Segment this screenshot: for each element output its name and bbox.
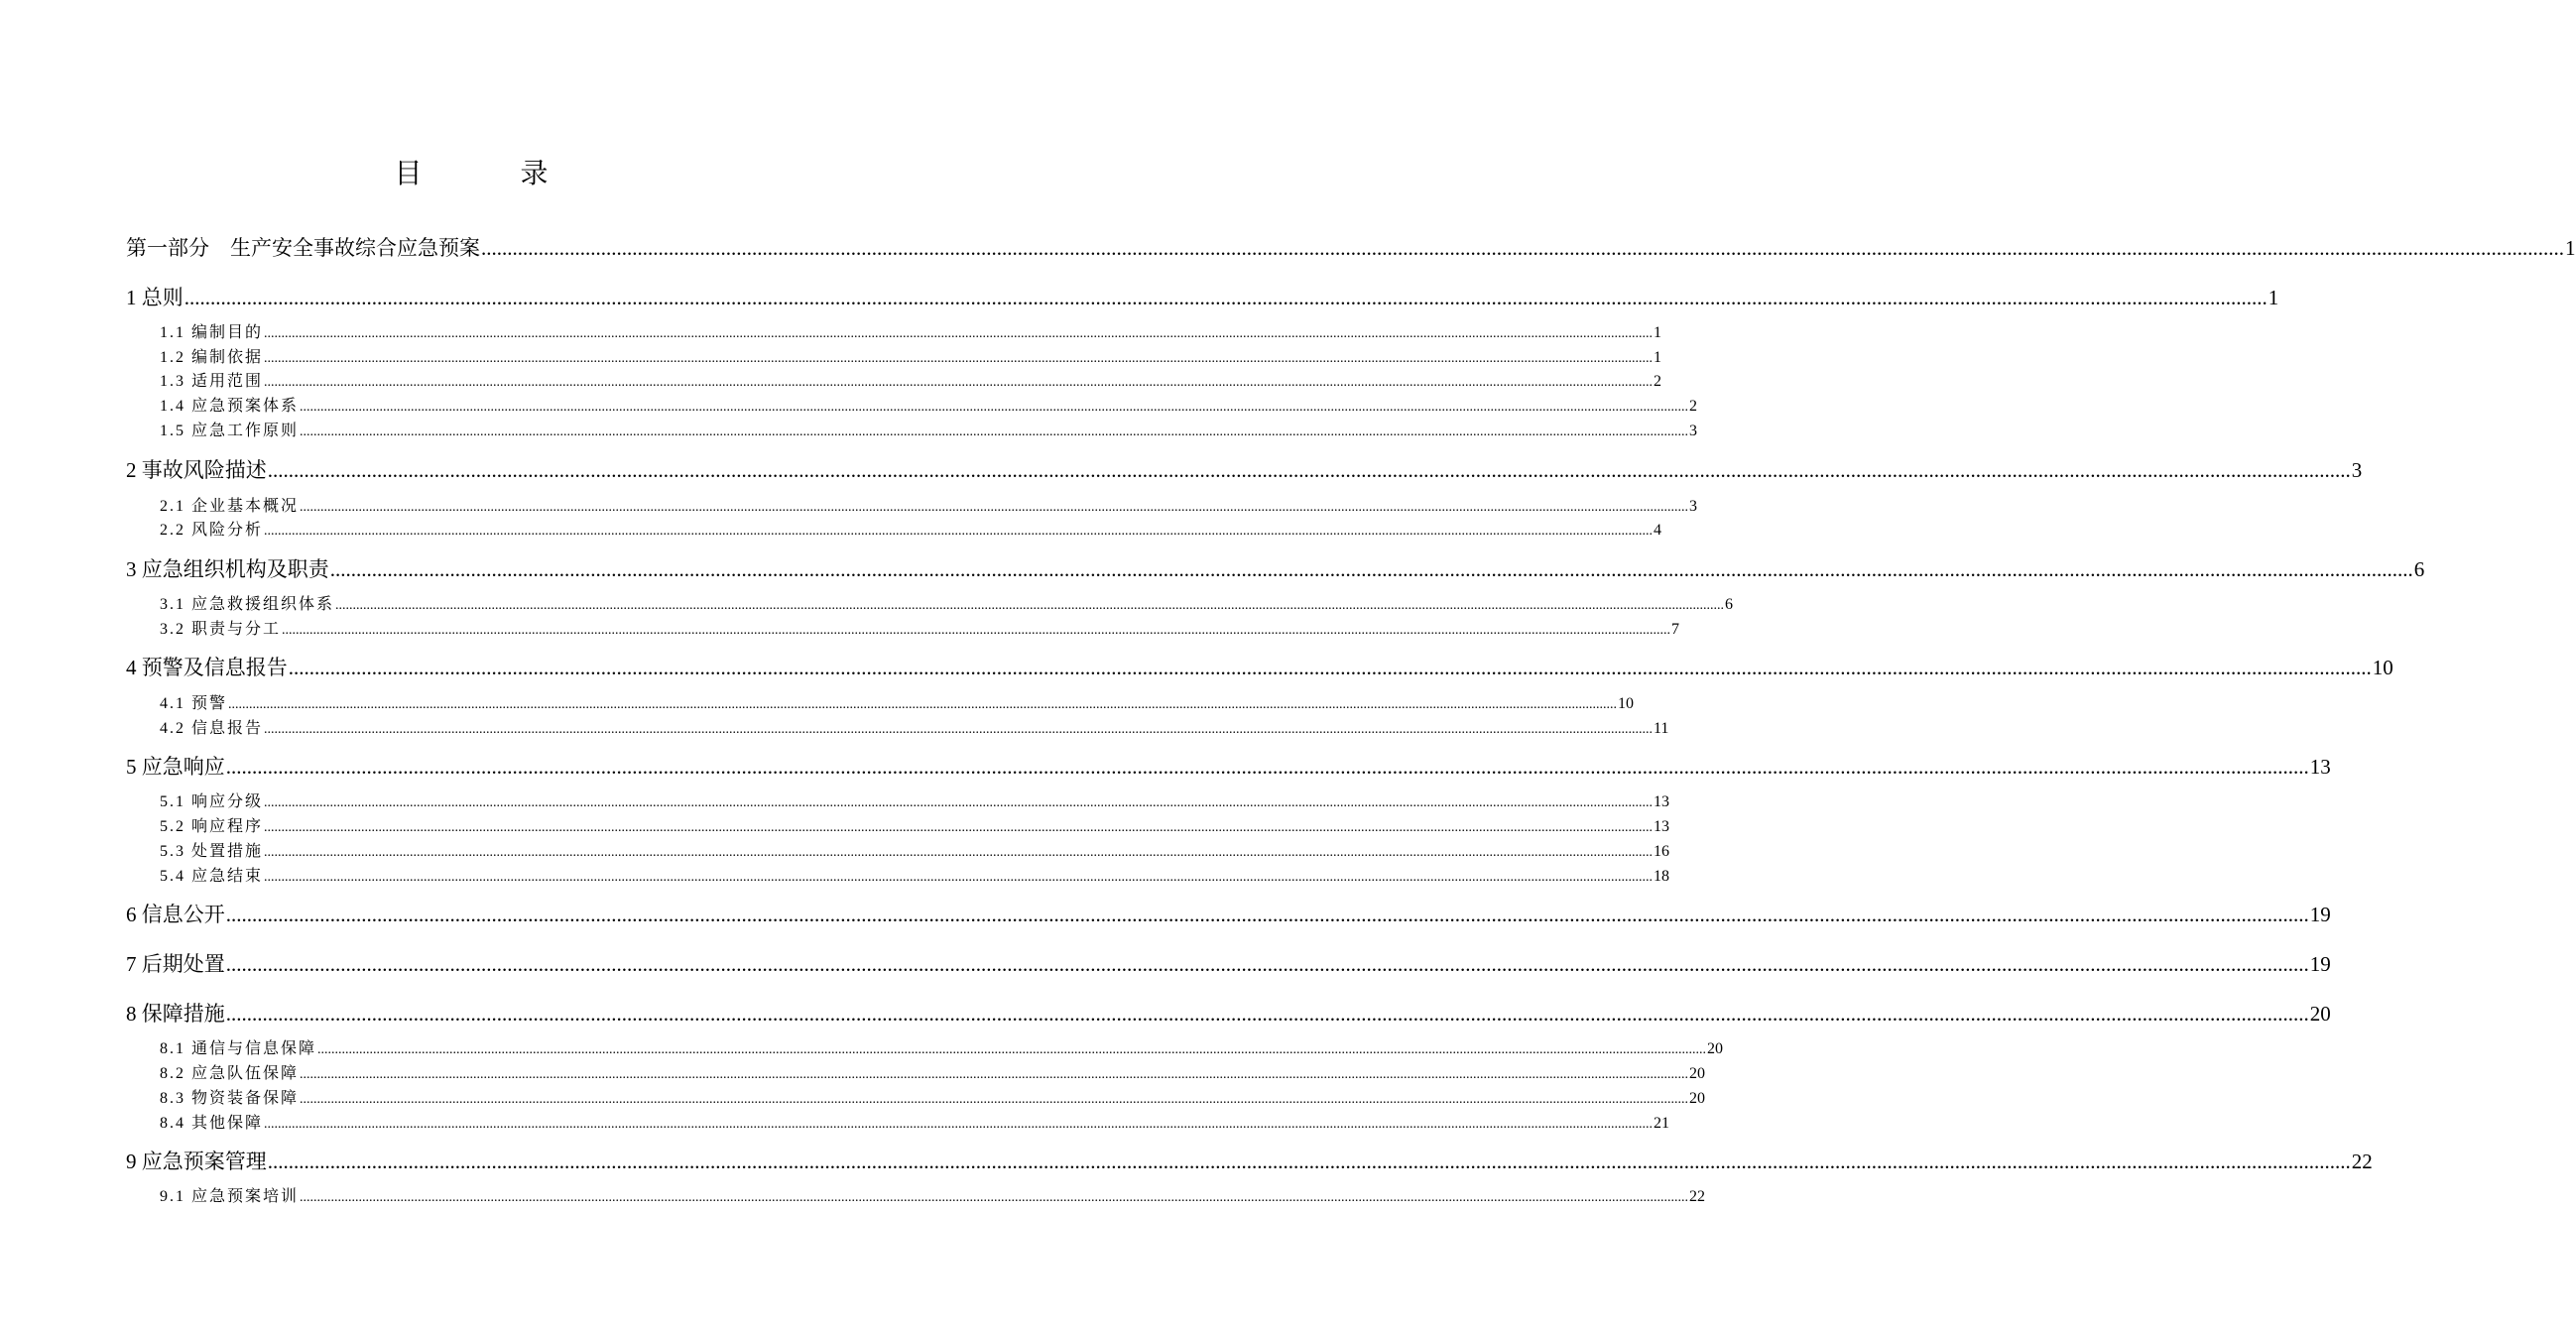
toc-page-number: 11 [1654, 720, 1669, 737]
toc-chapter-entry[interactable] [126, 234, 2576, 262]
toc-leader-dots: ................................................................................................................................................................................................................................................................................................................................................................................................................ [300, 1092, 1689, 1107]
toc-page-number: 4 [1654, 522, 1662, 539]
toc-entry-label: 3 应急组织机构及职责 [126, 557, 329, 581]
toc-entry-label: 1 总则 [126, 286, 184, 309]
toc-entry-label: 1.1 编制目的 [160, 324, 264, 341]
toc-section-entry[interactable] [160, 396, 1698, 419]
toc-entry-label: 1.4 应急预案体系 [160, 398, 300, 415]
toc-section-entry[interactable] [160, 693, 1635, 716]
toc-leader-dots: ................................................................................................................................................................................................................................................................................................................................................................................................................ [228, 697, 1618, 712]
toc-page-number: 10 [1618, 695, 1635, 712]
toc-section-entry[interactable] [160, 496, 1698, 519]
toc-leader-dots: ................................................................................................................................................................................................................................................................................................................................................................................................................ [288, 656, 2372, 679]
toc-leader-dots: ................................................................................................................................................................................................................................................................................................................................................................................................................ [264, 795, 1654, 810]
toc-leader-dots: ................................................................................................................................................................................................................................................................................................................................................................................................................ [300, 500, 1689, 515]
toc-page-number: 16 [1654, 843, 1670, 860]
toc-section-entry[interactable] [160, 1088, 1706, 1111]
toc-leader-dots: ................................................................................................................................................................................................................................................................................................................................................................................................................ [225, 952, 2309, 976]
toc-entry-label: 8.1 通信与信息保障 [160, 1040, 317, 1057]
toc-entry-label: 5 应急响应 [126, 755, 225, 779]
toc-entry-label: 4.1 预警 [160, 695, 228, 712]
toc-section-entry[interactable] [160, 322, 1662, 345]
toc-entry-label: 3.2 职责与分工 [160, 621, 282, 638]
toc-page-number: 2 [1689, 398, 1698, 415]
toc-leader-dots: ................................................................................................................................................................................................................................................................................................................................................................................................................ [264, 524, 1654, 539]
toc-page-number: 20 [1707, 1040, 1724, 1057]
toc-entry-label: 4 预警及信息报告 [126, 656, 288, 679]
toc-section-entry[interactable] [160, 718, 1669, 741]
toc-leader-dots: ................................................................................................................................................................................................................................................................................................................................................................................................................ [225, 1002, 2309, 1026]
toc-leader-dots: ................................................................................................................................................................................................................................................................................................................................................................................................................ [300, 424, 1689, 439]
toc-page-number: 7 [1671, 621, 1680, 638]
toc-entry-label: 2.1 企业基本概况 [160, 498, 300, 515]
toc-page-number: 20 [2309, 1002, 2331, 1026]
toc-section-entry[interactable] [160, 816, 1670, 839]
toc-section-entry[interactable] [160, 594, 1734, 617]
toc-page-number: 1 [1654, 349, 1662, 366]
toc-page-number: 13 [1654, 818, 1670, 835]
toc-page-number: 18 [1654, 868, 1670, 885]
toc-entry-label: 3.1 应急救援组织体系 [160, 596, 335, 613]
toc-section-entry[interactable] [160, 866, 1670, 889]
toc-entry-label: 7 后期处置 [126, 952, 225, 976]
toc-entry-label: 2.2 风险分析 [160, 522, 264, 539]
toc-page-number: 6 [2413, 557, 2425, 581]
toc-entry-label: 5.3 处置措施 [160, 843, 264, 860]
toc-section-entry[interactable] [160, 421, 1698, 443]
toc-section-entry[interactable] [160, 347, 1662, 370]
toc-page-number: 1 [2268, 286, 2279, 309]
toc-page-number: 3 [1689, 423, 1698, 439]
toc-leader-dots: ................................................................................................................................................................................................................................................................................................................................................................................................................ [335, 598, 1725, 613]
toc-entry-label: 5.2 响应程序 [160, 818, 264, 835]
toc-entry-label: 8.4 其他保障 [160, 1115, 264, 1132]
toc-page-number: 13 [2309, 755, 2331, 779]
toc-entry-label: 1.2 编制依据 [160, 349, 264, 366]
toc-section-entry[interactable] [160, 371, 1662, 394]
toc-leader-dots: ................................................................................................................................................................................................................................................................................................................................................................................................................ [225, 903, 2309, 926]
toc-leader-dots: ................................................................................................................................................................................................................................................................................................................................................................................................................ [225, 755, 2309, 779]
toc-title: 目 录 [394, 159, 594, 189]
toc-chapter-entry[interactable] [126, 1000, 2331, 1028]
toc-entry-label: 5.4 应急结束 [160, 868, 264, 885]
toc-entry-label: 8.2 应急队伍保障 [160, 1065, 300, 1082]
toc-leader-dots: ................................................................................................................................................................................................................................................................................................................................................................................................................ [264, 870, 1654, 885]
toc-chapter-entry[interactable] [126, 901, 2331, 928]
toc-entry-label: 2 事故风险描述 [126, 458, 267, 482]
toc-entry-label: 9 应急预案管理 [126, 1150, 267, 1173]
toc-section-entry[interactable] [160, 1063, 1706, 1086]
toc-entry-label: 4.2 信息报告 [160, 720, 264, 737]
toc-leader-dots: ................................................................................................................................................................................................................................................................................................................................................................................................................ [264, 1117, 1654, 1132]
toc-leader-dots: ................................................................................................................................................................................................................................................................................................................................................................................................................ [282, 623, 1671, 638]
toc-section-entry[interactable] [160, 791, 1670, 814]
toc-chapter-entry[interactable] [126, 555, 2425, 583]
toc-leader-dots: ................................................................................................................................................................................................................................................................................................................................................................................................................ [264, 722, 1654, 737]
toc-entry-label: 8 保障措施 [126, 1002, 225, 1026]
toc-section-entry[interactable] [160, 1113, 1670, 1136]
toc-leader-dots: ................................................................................................................................................................................................................................................................................................................................................................................................................ [264, 820, 1654, 835]
toc-leader-dots: ................................................................................................................................................................................................................................................................................................................................................................................................................ [300, 1067, 1689, 1082]
toc-chapter-entry[interactable] [126, 753, 2331, 781]
toc-section-entry[interactable] [160, 520, 1662, 543]
toc-page-number: 10 [2372, 656, 2393, 679]
toc-section-entry[interactable] [160, 841, 1670, 864]
toc-section-entry[interactable] [160, 1186, 1706, 1209]
toc-page-number: 1 [2565, 236, 2576, 260]
toc-chapter-entry[interactable] [126, 950, 2331, 978]
toc-entry-label: 第一部分 生产安全事故综合应急预案 [126, 236, 480, 260]
toc-leader-dots: ................................................................................................................................................................................................................................................................................................................................................................................................................ [329, 557, 2413, 581]
toc-page-number: 20 [1689, 1065, 1706, 1082]
toc-page-number: 19 [2309, 903, 2331, 926]
toc-section-entry[interactable] [160, 619, 1680, 642]
toc-page-number: 2 [1654, 373, 1662, 390]
toc-entry-label: 8.3 物资装备保障 [160, 1090, 300, 1107]
toc-leader-dots: ................................................................................................................................................................................................................................................................................................................................................................................................................ [481, 236, 2564, 260]
toc-page-number: 3 [1689, 498, 1698, 515]
toc-leader-dots: ................................................................................................................................................................................................................................................................................................................................................................................................................ [264, 351, 1654, 366]
toc-entry-label: 6 信息公开 [126, 903, 225, 926]
toc-leader-dots: ................................................................................................................................................................................................................................................................................................................................................................................................................ [317, 1042, 1707, 1057]
toc-chapter-entry[interactable] [126, 654, 2393, 681]
toc-page-number: 21 [1654, 1115, 1670, 1132]
toc-page-number: 6 [1725, 596, 1734, 613]
toc-page-number: 19 [2309, 952, 2331, 976]
toc-leader-dots: ................................................................................................................................................................................................................................................................................................................................................................................................................ [184, 286, 2268, 309]
toc-entry-label: 5.1 响应分级 [160, 793, 264, 810]
toc-page-number: 1 [1654, 324, 1662, 341]
toc-leader-dots: ................................................................................................................................................................................................................................................................................................................................................................................................................ [300, 400, 1689, 415]
toc-chapter-entry[interactable] [126, 284, 2279, 311]
toc-page-number: 13 [1654, 793, 1670, 810]
toc-leader-dots: ................................................................................................................................................................................................................................................................................................................................................................................................................ [264, 375, 1654, 390]
toc-page-number: 22 [1689, 1188, 1706, 1205]
toc-leader-dots: ................................................................................................................................................................................................................................................................................................................................................................................................................ [267, 458, 2351, 482]
toc-entry-label: 1.3 适用范围 [160, 373, 264, 390]
toc-entry-label: 1.5 应急工作原则 [160, 423, 300, 439]
toc-page-number: 3 [2351, 458, 2363, 482]
toc-leader-dots: ................................................................................................................................................................................................................................................................................................................................................................................................................ [267, 1150, 2351, 1173]
toc-page-number: 22 [2351, 1150, 2373, 1173]
toc-chapter-entry[interactable] [126, 456, 2363, 484]
toc-entry-label: 9.1 应急预案培训 [160, 1188, 300, 1205]
toc-page-number: 20 [1689, 1090, 1706, 1107]
toc-section-entry[interactable] [160, 1038, 1724, 1061]
toc-leader-dots: ................................................................................................................................................................................................................................................................................................................................................................................................................ [300, 1190, 1689, 1205]
toc-leader-dots: ................................................................................................................................................................................................................................................................................................................................................................................................................ [264, 845, 1654, 860]
toc-chapter-entry[interactable] [126, 1148, 2373, 1175]
toc-leader-dots: ................................................................................................................................................................................................................................................................................................................................................................................................................ [264, 326, 1654, 341]
